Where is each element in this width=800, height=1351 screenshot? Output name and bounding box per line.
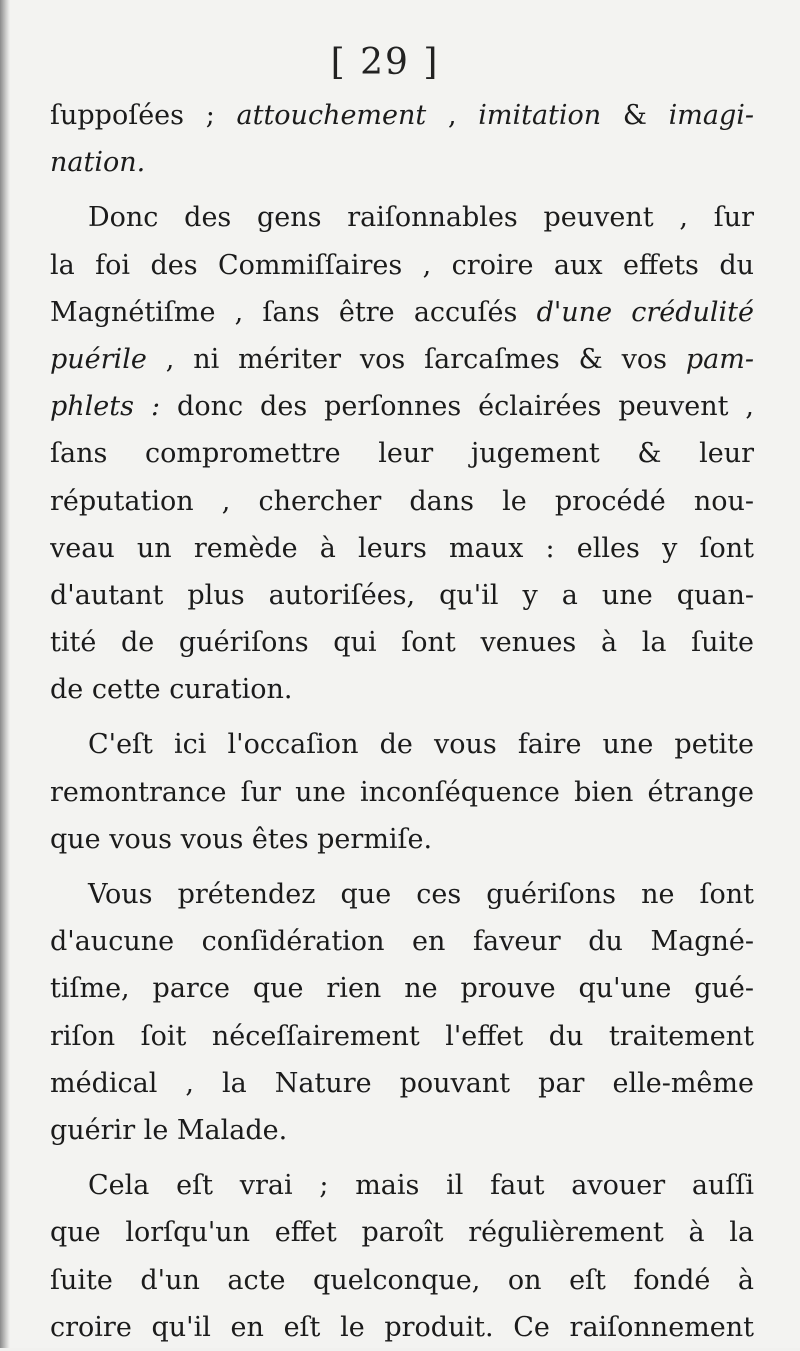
text-span: remontrance ſur une inconſéquence bien étrange bbox=[50, 776, 754, 808]
text-span: Donc des gens raiſonnables peuvent , ſur bbox=[88, 202, 754, 234]
text-span: la foi des Commiſſaires , croire aux effets du bbox=[50, 249, 754, 281]
text-span: ſuite d'un acte quelconque, on eſt fondé à bbox=[50, 1264, 754, 1296]
italic-text: phlets : bbox=[50, 391, 161, 423]
body-text bbox=[50, 92, 754, 1351]
text-line bbox=[50, 572, 754, 619]
text-span: croire qu'il en eſt le produit. Ce raiſonnement bbox=[50, 1311, 754, 1343]
text-line bbox=[50, 289, 754, 336]
text-span: d'aucune conſidération en faveur du Magné- bbox=[50, 926, 754, 958]
text-line bbox=[50, 721, 754, 768]
italic-text: imitation bbox=[478, 100, 602, 131]
text-line bbox=[50, 769, 754, 816]
text-span: guérir le Malade. bbox=[50, 1114, 288, 1146]
text-span: , ni mériter vos ſarcaſmes & vos bbox=[146, 343, 686, 375]
text-span: C'eſt ici l'occaſion de vous faire une petite bbox=[88, 729, 754, 761]
italic-text: attouchement bbox=[236, 100, 427, 131]
text-line bbox=[50, 139, 754, 186]
italic-text: pam- bbox=[685, 343, 754, 375]
text-span: réputation , chercher dans le procédé nou- bbox=[50, 485, 754, 517]
text-span: ſuppoſées ; bbox=[50, 100, 237, 131]
text-span: Vous prétendez que ces guériſons ne ſont bbox=[88, 879, 754, 910]
italic-text: nation. bbox=[50, 147, 146, 179]
text-line bbox=[50, 92, 754, 139]
text-line bbox=[50, 1107, 754, 1154]
text-line bbox=[50, 1162, 754, 1209]
text-span: ſans compromettre leur jugement & leur bbox=[50, 438, 754, 470]
text-line bbox=[50, 1304, 754, 1351]
text-line bbox=[50, 918, 754, 965]
text-line bbox=[50, 965, 754, 1012]
italic-text: puérile bbox=[50, 343, 147, 375]
text-line bbox=[50, 383, 754, 430]
text-span: que vous vous êtes permiſe. bbox=[50, 823, 433, 855]
text-line bbox=[50, 1257, 754, 1304]
text-span: tiſme, parce que rien ne prouve qu'une gué- bbox=[50, 973, 754, 1005]
text-span: Magnétiſme , ſans être accuſés bbox=[50, 296, 537, 328]
text-line bbox=[50, 816, 754, 863]
text-line bbox=[50, 336, 754, 383]
text-line bbox=[50, 194, 754, 241]
italic-text: d'une crédulité bbox=[536, 296, 754, 328]
text-line bbox=[50, 478, 754, 525]
text-span: Cela eſt vrai ; mais il faut avouer auſſi bbox=[88, 1170, 754, 1202]
text-line bbox=[50, 430, 754, 477]
text-span: veau un remède à leurs maux : elles y ſont bbox=[50, 532, 754, 564]
text-line bbox=[50, 1209, 754, 1256]
text-line bbox=[50, 242, 754, 289]
text-line bbox=[50, 871, 754, 918]
text-line bbox=[50, 666, 754, 713]
text-line bbox=[50, 1013, 754, 1060]
text-span: riſon ſoit néceſſairement l'effet du traitement bbox=[50, 1020, 754, 1052]
italic-text: imagi- bbox=[668, 100, 754, 131]
text-span: & bbox=[601, 100, 669, 131]
page-number: [ 29 ] bbox=[330, 42, 440, 83]
text-span: , bbox=[426, 100, 479, 131]
text-line bbox=[50, 619, 754, 666]
text-line bbox=[50, 525, 754, 572]
text-span: que lorſqu'un effet paroît régulièrement à la bbox=[50, 1217, 754, 1249]
text-span: d'autant plus autoriſées, qu'il y a une quan- bbox=[50, 579, 754, 611]
text-span: donc des perſonnes éclairées peuvent , bbox=[160, 391, 754, 423]
text-line bbox=[50, 1060, 754, 1107]
text-span: médical , la Nature pouvant par elle-même bbox=[50, 1067, 754, 1099]
text-span: tité de guériſons qui ſont venues à la ſuite bbox=[50, 627, 754, 659]
page-edge-shadow bbox=[0, 0, 10, 1348]
text-span: de cette curation. bbox=[50, 674, 293, 706]
